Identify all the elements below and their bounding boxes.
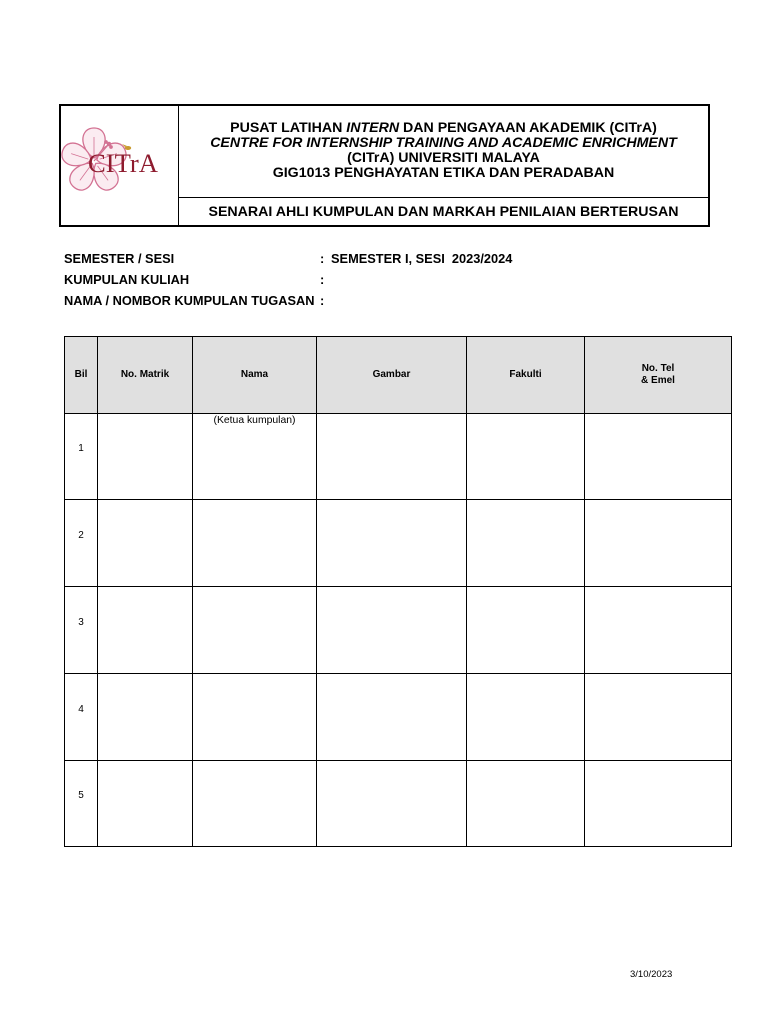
cell-bil: 1 xyxy=(65,414,98,500)
logo-text: CITrA xyxy=(88,149,159,178)
cell-nama xyxy=(193,674,317,761)
table-header-row xyxy=(65,337,732,414)
info-row-semester xyxy=(64,252,584,266)
cell-no-matrik xyxy=(98,500,193,587)
cell-nama xyxy=(193,761,317,847)
title-line-1 xyxy=(230,121,657,136)
column-header-no-tel-emel: No. Tel & Emel xyxy=(585,337,732,414)
table-row xyxy=(65,414,732,500)
cell-no-tel-emel xyxy=(585,587,732,674)
cell-nama xyxy=(193,587,317,674)
cell-no-tel-emel xyxy=(585,414,732,500)
cell-gambar xyxy=(317,674,467,761)
column-header-bil: Bil xyxy=(65,337,98,414)
cell-fakulti xyxy=(467,674,585,761)
column-header-nama: Nama xyxy=(193,337,317,414)
title-block xyxy=(179,106,708,198)
cell-nama xyxy=(193,414,317,500)
column-header-fakulti: Fakulti xyxy=(467,337,585,414)
member-table xyxy=(64,336,732,847)
table-row xyxy=(65,674,732,761)
cell-no-tel-emel xyxy=(585,674,732,761)
table-row xyxy=(65,587,732,674)
cell-nama xyxy=(193,500,317,587)
info-separator: : xyxy=(320,272,325,287)
title-line-1-end: DAN PENGAYAAN AKADEMIK (CITrA) xyxy=(399,119,657,136)
info-separator: : xyxy=(320,293,325,308)
cell-gambar xyxy=(317,414,467,500)
title-line-1-italic: INTERN xyxy=(346,119,400,136)
info-value: SEMESTER I, SESI 2023/2024 xyxy=(331,251,513,266)
cell-bil: 5 xyxy=(65,761,98,847)
ketua-kumpulan-note: (Ketua kumpulan) xyxy=(213,415,296,426)
info-separator: : xyxy=(320,251,325,266)
cell-fakulti xyxy=(467,761,585,847)
column-header-no-matrik: No. Matrik xyxy=(98,337,193,414)
cell-bil: 4 xyxy=(65,674,98,761)
citra-logo xyxy=(61,106,177,224)
cell-fakulti xyxy=(467,500,585,587)
header-box xyxy=(59,104,710,227)
cell-fakulti xyxy=(467,587,585,674)
cell-no-matrik xyxy=(98,674,193,761)
title-line-1-start: PUSAT LATIHAN xyxy=(230,119,347,136)
cell-gambar xyxy=(317,761,467,847)
logo-cell xyxy=(61,106,179,225)
column-header-gambar: Gambar xyxy=(317,337,467,414)
cell-gambar xyxy=(317,500,467,587)
cell-no-tel-emel xyxy=(585,500,732,587)
cell-no-tel-emel xyxy=(585,761,732,847)
cell-gambar xyxy=(317,587,467,674)
cell-bil: 3 xyxy=(65,587,98,674)
cell-no-matrik xyxy=(98,414,193,500)
cell-no-matrik xyxy=(98,761,193,847)
info-label: KUMPULAN KULIAH xyxy=(64,272,190,287)
form-subtitle: SENARAI AHLI KUMPULAN DAN MARKAH PENILAIAN BERTERUSAN xyxy=(208,203,679,220)
title-line-2: CENTRE FOR INTERNSHIP TRAINING AND ACADEMIC ENRICHMENT xyxy=(210,134,677,151)
cell-bil: 2 xyxy=(65,500,98,587)
info-row-kumpulan-tugasan xyxy=(64,294,584,308)
title-line-3: (CITrA) UNIVERSITI MALAYA xyxy=(347,149,540,166)
info-label: NAMA / NOMBOR KUMPULAN TUGASAN xyxy=(64,293,315,308)
title-line-4: GIG1013 PENGHAYATAN ETIKA DAN PERADABAN xyxy=(272,164,615,181)
table-row xyxy=(65,500,732,587)
cell-no-matrik xyxy=(98,587,193,674)
info-label: SEMESTER / SESI xyxy=(64,251,175,266)
footer-date: 3/10/2023 xyxy=(630,969,673,980)
table-row xyxy=(65,761,732,847)
cell-fakulti xyxy=(467,414,585,500)
info-row-kumpulan-kuliah xyxy=(64,273,584,287)
